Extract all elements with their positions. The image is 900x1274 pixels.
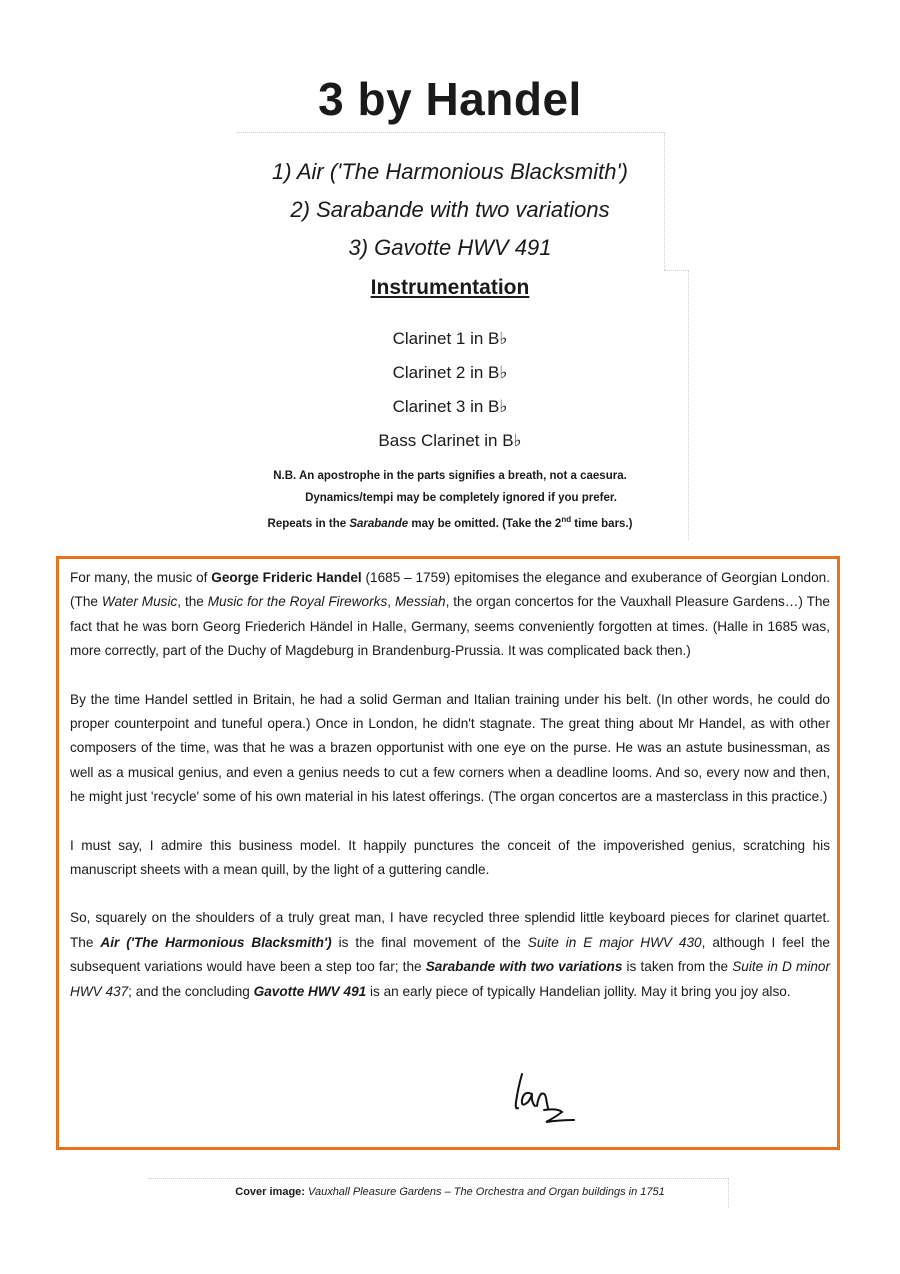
note-line [0, 509, 900, 535]
text-run: is an early piece of typically Handelian jollity. May it bring you joy also. [366, 983, 791, 999]
note-emphasis: Sarabande [349, 517, 409, 530]
note-text: Repeats in the [267, 517, 350, 530]
work-title: Gavotte HWV 491 [253, 983, 367, 999]
piece-list [0, 153, 900, 267]
text-run: , the [177, 594, 208, 610]
paragraph: By the time Handel settled in Britain, he had a solid German and Italian training under his belt. (In other words, he could do proper counterpoint and tuneful opera.) Once in London, he didn't stagnate. The great thing about Mr Handel, as with other composers of the time, was that he was a brazen opportunist with one eye on the purse. He was an astute businessman, as well as a musical genius, and even a genius needs to cut a few corners when a deadline looms. And so, every now and then, he might just 'recycle' some of his own material in his latest offerings. (The organ concertos are a masterclass in this practice.) [70, 691, 830, 805]
note-text: may be omitted. (Take the 2 [408, 517, 562, 530]
caption-label: Cover image: [235, 1186, 305, 1198]
work-title: Air ('The Harmonious Blacksmith') [100, 934, 332, 950]
text-run: For many, the music of [70, 570, 212, 585]
instrumentation-heading: Instrumentation [370, 276, 530, 299]
signature [508, 1068, 580, 1130]
divider [236, 132, 664, 133]
note-line: Dynamics/tempi may be completely ignored if you prefer. [305, 491, 617, 504]
text-run: , although I feel the subsequent variations would have been a step too far; the [70, 934, 830, 975]
instrument-item: Clarinet 3 in B♭ [392, 397, 508, 416]
note-superscript: nd [561, 515, 572, 524]
work-title: Messiah [394, 594, 446, 610]
instrument-list [0, 322, 900, 458]
piece-title: 2) Sarabande with two variations [290, 197, 610, 222]
text-run: So, squarely on the shoulders of a truly great man, I have recycled three splendid little keyboard pieces for clarinet quartet. The [70, 910, 830, 950]
text-run: , [387, 594, 395, 610]
paragraph [70, 906, 830, 1004]
instrument-item: Clarinet 1 in B♭ [392, 329, 508, 348]
piece-title: 3) Gavotte HWV 491 [348, 235, 552, 260]
programme-note-text [70, 566, 830, 1028]
work-title: Suite in E major HWV 430 [527, 934, 702, 950]
work-title: Sarabande with two variations [425, 959, 623, 975]
divider [148, 1178, 728, 1179]
work-title: Water Music [101, 594, 178, 610]
work-title: Music for the Royal Fireworks [207, 594, 388, 610]
text-run: (1685 – 1759) epitomises the elegance and exuberance of Georgian London. (The [70, 570, 830, 610]
text-run: ; and the concluding [128, 983, 254, 999]
divider [664, 270, 688, 271]
text-run: is the final movement of the [331, 934, 528, 950]
instrument-item: Bass Clarinet in B♭ [378, 431, 522, 450]
cover-image-caption [0, 1186, 900, 1198]
page-title: 3 by Handel [318, 73, 582, 125]
paragraph [70, 566, 830, 664]
paragraph: I must say, I admire this business model. It happily punctures the conceit of the impoverished genius, scratching his manuscript sheets with a mean quill, by the light of a guttering candle. [70, 837, 830, 878]
note-line: N.B. An apostrophe in the parts signifies a breath, not a caesura. [273, 470, 627, 482]
note-text: time bars.) [571, 517, 633, 530]
caption-text: Vauxhall Pleasure Gardens – The Orchestra and Organ buildings in 1751 [304, 1186, 665, 1198]
piece-title: 1) Air ('The Harmonious Blacksmith') [271, 159, 628, 184]
instrument-item: Clarinet 2 in B♭ [392, 363, 508, 382]
work-title: Suite in D minor HWV 437 [70, 959, 830, 999]
composer-name: George Frideric Handel [211, 570, 362, 585]
text-run: , the organ concertos for the Vauxhall Pleasure Gardens…) The fact that he was born Georg Friederich Händel in Halle, Germany, seems conveniently forgotten at times. (Halle in 1685 was, more correctly, part of the Duchy of Magdeburg in Brandenburg-Prussia. It was complicated back then.) [70, 594, 830, 659]
performance-notes [0, 466, 900, 535]
text-run: is taken from the [622, 959, 733, 975]
